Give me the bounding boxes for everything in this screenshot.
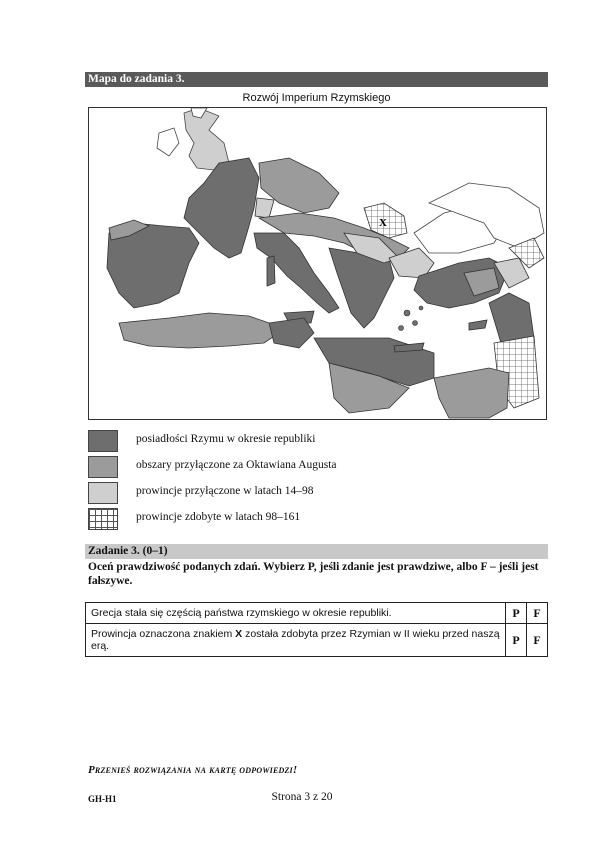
legend-label: prowincje zdobyte w latach 98–161 xyxy=(136,511,301,523)
statement-1 xyxy=(86,603,506,624)
legend-label: posiadłości Rzymu w okresie republiki xyxy=(136,433,316,445)
legend-swatch-14-98 xyxy=(88,482,118,504)
statement-text: została zdobyta przez Rzymian w II wieku przed naszą erą. xyxy=(91,628,500,652)
option-p-1[interactable]: P xyxy=(506,603,527,624)
true-false-table xyxy=(85,602,548,657)
option-f-2[interactable]: F xyxy=(527,624,548,657)
legend-swatch-republic xyxy=(88,430,118,452)
task-instruction: Oceń prawdziwość podanych zdań. Wybierz P, jeśli zdanie jest prawdziwe, albo F – jeśli jest fałszywe. xyxy=(88,561,539,587)
exam-code: GH-H1 xyxy=(88,794,117,804)
statement-text: Grecja stała się częścią państwa rzymskiego w okresie republiki. xyxy=(91,607,392,619)
province-x-marker: X xyxy=(379,217,387,229)
transfer-answers-note: Przenieś rozwiązania na kartę odpowiedzi! xyxy=(88,764,298,776)
table-row xyxy=(86,603,548,624)
task-heading: Zadanie 3. (0–1) xyxy=(85,544,548,559)
britain-augustus xyxy=(184,108,229,170)
map-section-heading: Mapa do zadania 3. xyxy=(85,72,548,87)
legend-label: prowincje przyłączone w latach 14–98 xyxy=(136,485,314,497)
table-row xyxy=(86,624,548,657)
statement-marker: X xyxy=(235,628,243,640)
legend-label: obszary przyłączone za Oktawiana Augusta xyxy=(136,459,337,471)
option-p-2[interactable]: P xyxy=(506,624,527,657)
statement-text: Prowincja oznaczona znakiem xyxy=(91,628,236,640)
roman-empire-map xyxy=(88,107,547,420)
map-drawing xyxy=(89,108,547,420)
page-number: Strona 3 z 20 xyxy=(271,791,333,803)
legend-swatch-98-161 xyxy=(88,508,118,530)
statement-2 xyxy=(86,624,506,657)
map-title: Rozwój Imperium Rzymskiego xyxy=(242,92,391,104)
africa-augustus xyxy=(119,313,279,348)
legend-swatch-augustus xyxy=(88,456,118,478)
option-f-1[interactable]: F xyxy=(527,603,548,624)
